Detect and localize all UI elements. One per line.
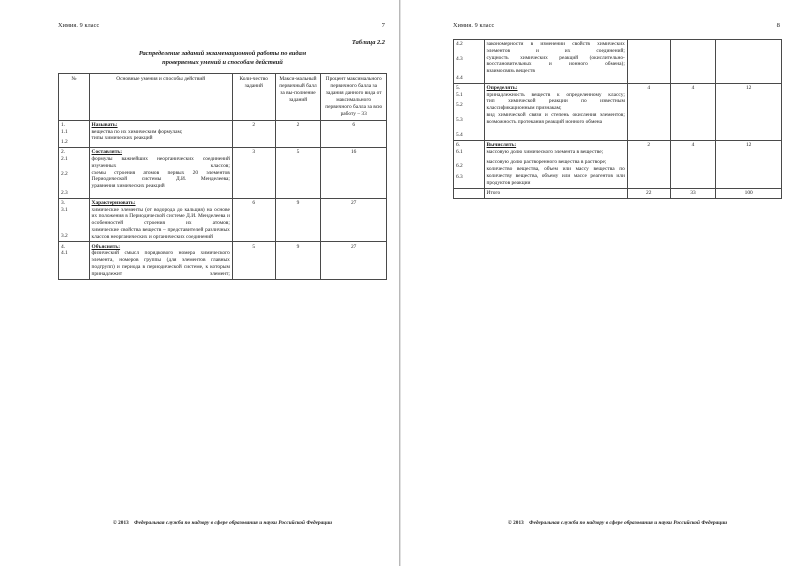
row-skill	[89, 242, 232, 279]
row-skill	[484, 140, 627, 188]
sub-number: 4.3	[456, 55, 463, 62]
table-row	[59, 120, 387, 148]
table-row	[59, 242, 387, 279]
row-number-main: 5.	[456, 84, 461, 91]
sub-number: 5.3	[456, 117, 463, 124]
skill-group-head: Характеризовать:	[91, 199, 136, 206]
row-skill	[484, 83, 627, 140]
row-max-score	[670, 40, 716, 84]
running-head-left	[58, 22, 387, 29]
page-title-line-1: Распределение заданий экзаменационной работы по видам	[138, 50, 307, 57]
row-max-score: 4	[670, 83, 716, 140]
skill-item: возможность протекания реакций ионного обмена	[486, 118, 603, 125]
header-skill: Основные умения и способы действий	[89, 74, 232, 120]
sub-number: 2.3	[61, 189, 68, 196]
skill-item: физический смысл порядкового номера химического элемента, номеров группы (для элементов главных подгрупп) и периода в периодической системе, к которым принадлежит элемент;	[91, 250, 230, 277]
sub-number: 3.2	[61, 233, 68, 240]
skill-item: типы химических реакций	[91, 135, 153, 142]
row-number	[454, 83, 485, 140]
page-footer	[453, 520, 782, 526]
page-right	[400, 0, 800, 566]
table-row	[454, 83, 782, 140]
skills-table-left	[58, 73, 387, 279]
header-percent: Процент максимального первичного балла за задания данного вида от максимального первичного балла за всю работу – 33	[321, 74, 387, 120]
footer-agency: Федеральная служба по надзору в сфере образования и науки Российской Федерации	[529, 520, 728, 526]
skill-item: взаимосвязь веществ	[486, 68, 535, 75]
skill-group-head: Называть:	[91, 121, 118, 128]
skill-item: уравнения химических реакций	[91, 183, 165, 190]
sub-number: 2.1	[61, 156, 68, 163]
row-percent: 16	[321, 148, 387, 198]
skill-item: схемы строения атомов первых 20 элементов Периодической системы Д.И. Менделеева;	[91, 169, 230, 183]
total-max-score: 33	[670, 188, 716, 198]
header-quantity: Коли-чество заданий	[232, 74, 275, 120]
skill-item: формулы важнейших неорганических соединений изученных классов;	[91, 156, 230, 169]
table-row	[59, 148, 387, 198]
page-number: 8	[776, 22, 780, 29]
page-footer	[58, 520, 387, 526]
row-number	[59, 148, 90, 198]
table-row	[59, 198, 387, 242]
row-quantity: 2	[232, 120, 275, 148]
row-skill	[89, 120, 232, 148]
row-number-main: 4.	[61, 243, 66, 250]
row-number	[59, 242, 90, 279]
sub-number: 3.1	[61, 206, 68, 213]
row-quantity: 6	[232, 198, 275, 242]
sub-number: 5.4	[456, 131, 463, 138]
table-label: Таблица 2.2	[351, 39, 385, 46]
skill-group-head: Объяснять:	[91, 243, 121, 250]
running-head-subject: Химия. 9 класс	[58, 22, 100, 29]
skill-group-head: Составлять:	[91, 149, 123, 156]
running-head-subject: Химия. 9 класс	[453, 22, 495, 29]
row-skill	[89, 198, 232, 242]
skill-item: вещества по их химическим формулам;	[91, 128, 183, 135]
row-number-main: 2.	[61, 149, 66, 156]
total-percent: 100	[716, 188, 782, 198]
row-number	[454, 140, 485, 188]
running-head-right	[453, 22, 782, 29]
row-percent: 27	[321, 198, 387, 242]
skill-item: химические свойства веществ – представителей различных классов неорганических и органических соединений	[91, 226, 230, 240]
skill-item: массовую долю растворенного вещества в растворе;	[486, 159, 607, 166]
row-percent: 12	[716, 140, 782, 188]
table-total-row	[454, 188, 782, 198]
skill-group-head: Определять:	[486, 84, 518, 91]
skill-item: массовую долю химического элемента в веществе;	[486, 148, 604, 155]
skills-table-right	[453, 39, 782, 199]
row-max-score: 5	[275, 148, 321, 198]
footer-agency: Федеральная служба по надзору в сфере образования и науки Российской Федерации	[134, 520, 333, 526]
row-max-score: 4	[670, 140, 716, 188]
total-quantity: 22	[627, 188, 670, 198]
skill-item: сущность химических реакций (окислительно-восстановительных и ионного обмена);	[486, 54, 625, 68]
skill-item: количество вещества, объем или массу вещества по количеству вещества, объему или массе реагентов или продуктов реакции	[486, 166, 625, 186]
table-row	[454, 40, 782, 84]
sub-number: 5.1	[456, 91, 463, 98]
row-number-main: 3.	[61, 199, 66, 206]
row-percent: 12	[716, 83, 782, 140]
sub-number: 2.2	[61, 170, 68, 177]
sub-number: 6.2	[456, 163, 463, 170]
skill-item: химические элементы (от водорода до кальция) на основе их положения в Периодической системе Д.И. Менделеева и особенностей строения их атомов;	[91, 206, 230, 226]
row-quantity: 5	[232, 242, 275, 279]
skill-item: принадлежность веществ к определенному классу;	[486, 91, 625, 98]
sub-number: 4.1	[61, 250, 68, 257]
skill-item: вид химической связи и степень окисления элементов;	[486, 111, 625, 118]
row-number-main: 6.	[456, 141, 461, 148]
table-row	[454, 140, 782, 188]
row-max-score: 2	[275, 120, 321, 148]
skill-item: закономерности в изменении свойств химических элементов и их соединений;	[486, 41, 625, 54]
sub-number: 1.1	[61, 128, 68, 135]
row-number-main: 1.	[61, 121, 66, 128]
row-quantity: 4	[627, 83, 670, 140]
row-percent: 27	[321, 242, 387, 279]
row-quantity	[627, 40, 670, 84]
row-number	[59, 198, 90, 242]
page-title-line-2: проверяемых умений и способам действий	[162, 58, 283, 66]
page-number: 7	[381, 22, 385, 29]
skill-group-head: Вычислять:	[486, 141, 517, 148]
row-number	[454, 40, 485, 84]
sub-number: 4.4	[456, 74, 463, 81]
row-skill	[484, 40, 627, 84]
row-skill	[89, 148, 232, 198]
table-header-row	[59, 74, 387, 120]
sub-number: 5.2	[456, 102, 463, 109]
row-number	[59, 120, 90, 148]
row-percent: 6	[321, 120, 387, 148]
total-number	[454, 188, 485, 198]
row-max-score: 9	[275, 198, 321, 242]
sub-number: 6.1	[456, 148, 463, 155]
row-quantity: 2	[627, 140, 670, 188]
sub-number: 6.3	[456, 174, 463, 181]
header-num: №	[59, 74, 90, 120]
footer-copyright: © 2013	[507, 520, 524, 526]
sub-number: 1.2	[61, 139, 68, 146]
total-label: Итого	[484, 188, 627, 198]
sub-number: 4.2	[456, 41, 463, 48]
footer-copyright: © 2013	[112, 520, 129, 526]
page-title	[78, 50, 368, 67]
header-max-score: Макси-мальный первичный балл за вы-полнение заданий	[275, 74, 321, 120]
skill-item: тип химической реакции по известным классификационным признакам;	[486, 98, 625, 112]
row-max-score: 9	[275, 242, 321, 279]
row-percent	[716, 40, 782, 84]
row-quantity: 3	[232, 148, 275, 198]
